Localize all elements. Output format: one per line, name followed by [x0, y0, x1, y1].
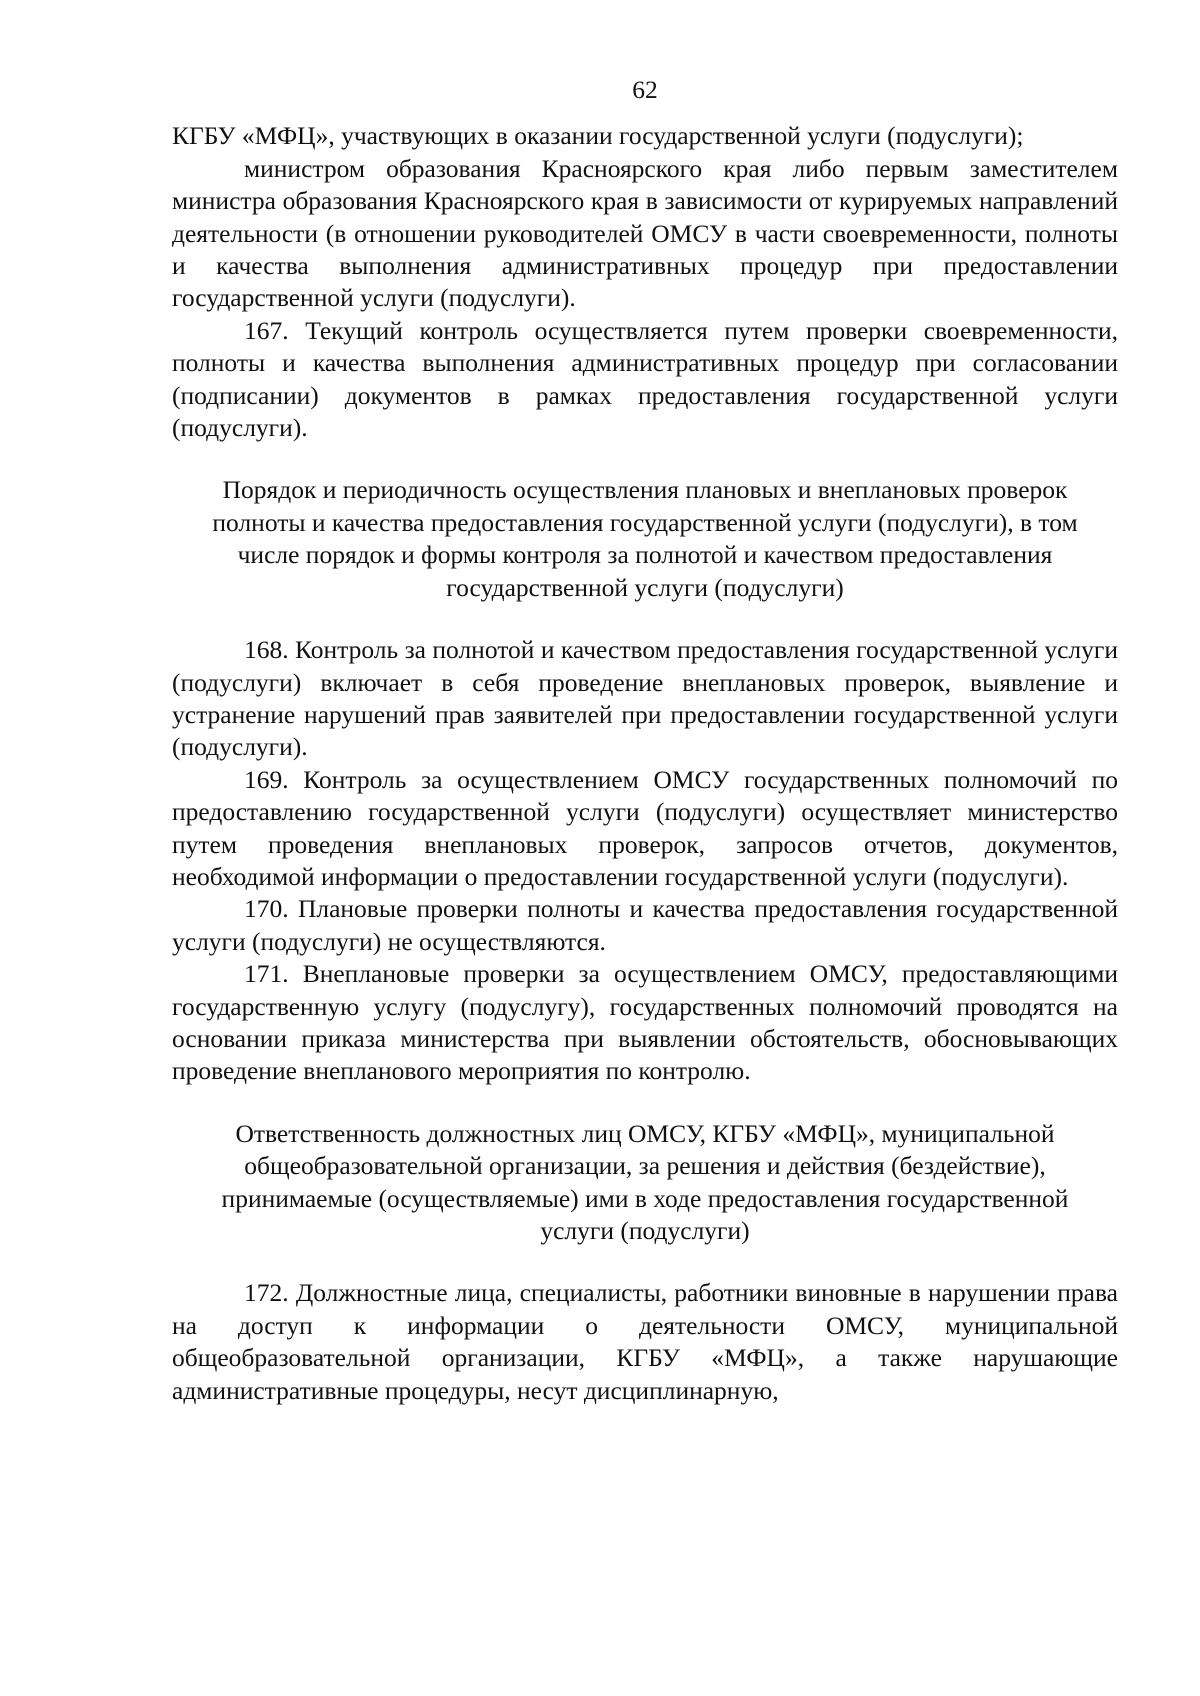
paragraph-171: 171. Внеплановые проверки за осуществлением ОМСУ, предоставляющими государственную услугу (подуслугу), государственных полномочий проводятся на основании приказа министерства при выявлении обстоятельств, обосновывающих проведение внепланового мероприятия по контролю.: [172, 959, 1118, 1086]
paragraph-172: 172. Должностные лица, специалисты, работники виновные в нарушении права на доступ к информации о деятельности ОМСУ, муниципальной общеобразовательной организации, КГБУ «МФЦ», а также нарушающие административные процедуры, несут дисциплинарную,: [172, 1278, 1118, 1405]
document-page: [172, 60, 1118, 1407]
paragraph-minister: министром образования Красноярского края либо первым заместителем министра образования Красноярского края в зависимости от курируемых направлений деятельности (в отношении руководителей ОМСУ в части своевременности, полноты и качества выполнения административных процедур при предоставлении государственной услуги (подуслуги).: [172, 153, 1118, 313]
section-heading-responsibility: Ответственность должностных лиц ОМСУ, КГБУ «МФЦ», муниципальной общеобразовательной организации, за решения и действия (бездействие), принимаемые (осуществляемые) ими в ходе предоставления государственной услуги (подуслуги): [221, 1118, 1069, 1245]
section-heading-control-procedure: Порядок и периодичность осуществления плановых и внеплановых проверок полноты и качества предоставления государственной услуги (подуслуги), в том числе порядок и формы контроля за полнотой и качеством предоставления государственной услуги (подуслуги): [212, 475, 1078, 602]
page-number: 62: [632, 75, 658, 104]
spacer: [172, 604, 1118, 634]
paragraph-170: 170. Плановые проверки полноты и качества предоставления государственной услуги (подуслуги) не осуществляются.: [172, 894, 1118, 956]
spacer: [172, 1088, 1118, 1118]
spacer: [172, 444, 1118, 474]
paragraph-167: 167. Текущий контроль осуществляется путем проверки своевременности, полноты и качества выполнения административных процедур при согласовании (подписании) документов в рамках предоставления государственной услуги (подуслуги).: [172, 315, 1118, 443]
spacer: [172, 1247, 1118, 1277]
paragraph-168: 168. Контроль за полнотой и качеством предоставления государственной услуги (подуслуги) включает в себя проведение внеплановых проверок, выявление и устранение нарушений прав заявителей при предоставлении государственной услуги (подуслуги).: [172, 635, 1118, 762]
paragraph-continuation: КГБУ «МФЦ», участвующих в оказании государственной услуги (подуслуги);: [172, 121, 1024, 151]
paragraph-169: 169. Контроль за осуществлением ОМСУ государственных полномочий по предоставлению государственной услуги (подуслуги) осуществляет министерство путем проведения внеплановых проверок, запросов отчетов, документов, необходимой информации о предоставлении государственной услуги (подуслуги).: [172, 764, 1118, 891]
